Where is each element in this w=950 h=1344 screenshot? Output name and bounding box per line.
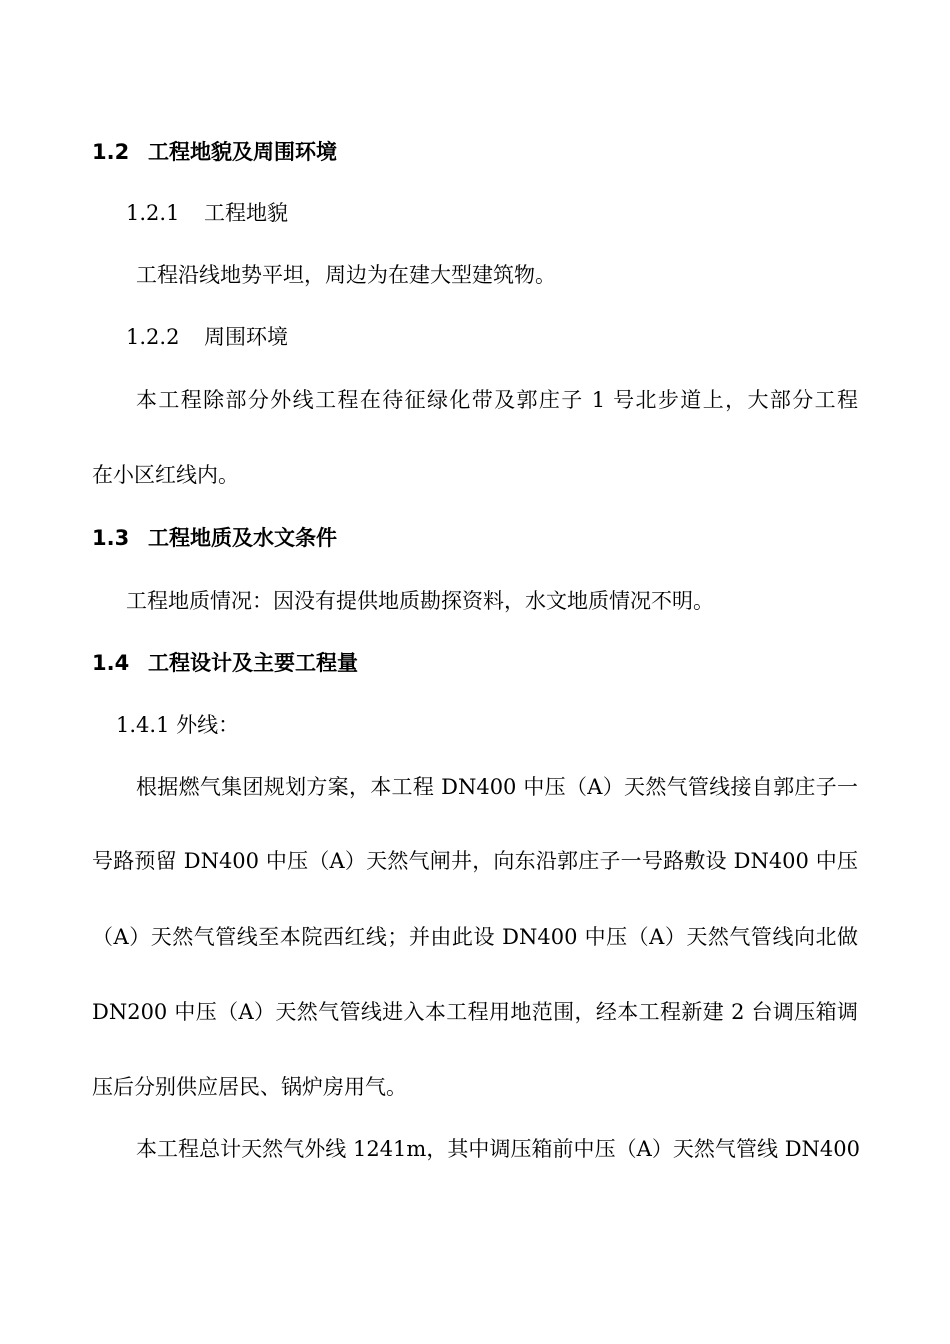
paragraph-terrain: 工程沿线地势平坦，周边为在建大型建筑物。: [136, 263, 556, 287]
section-title: 工程地质及水文条件: [148, 526, 337, 550]
subsection-heading-1-2-1: [126, 198, 288, 228]
paragraph-external-line-2: 号路预留 DN400 中压（A）天然气闸井，向东沿郭庄子一号路敷设 DN400 中压: [92, 849, 858, 873]
subsection-number: 1.2.1: [126, 201, 180, 225]
section-title: 工程设计及主要工程量: [148, 651, 358, 675]
paragraph-total-line-1: 本工程总计天然气外线 1241m，其中调压箱前中压（A）天然气管线 DN400: [136, 1137, 860, 1161]
paragraph-external-line-1: 根据燃气集团规划方案，本工程 DN400 中压（A）天然气管线接自郭庄子一: [136, 775, 858, 799]
paragraph-environment-line-1: 本工程除部分外线工程在待征绿化带及郭庄子 1 号北步道上，大部分工程: [136, 388, 858, 412]
section-number: 1.3: [92, 526, 130, 550]
paragraph-external-line-4: DN200 中压（A）天然气管线进入本工程用地范围，经本工程新建 2 台调压箱调: [92, 1000, 858, 1024]
paragraph-external-line-5: 压后分别供应居民、锅炉房用气。: [92, 1075, 407, 1099]
section-heading-1-2: [92, 137, 337, 167]
paragraph-geology: 工程地质情况：因没有提供地质勘探资料，水文地质情况不明。: [126, 589, 714, 613]
paragraph-environment-line-2: 在小区红线内。: [92, 463, 239, 487]
subsection-title: 周围环境: [204, 325, 288, 349]
section-heading-1-3: [92, 523, 337, 553]
section-number: 1.2: [92, 140, 130, 164]
section-title: 工程地貌及周围环境: [148, 140, 337, 164]
section-heading-1-4: [92, 648, 358, 678]
subsection-title: 工程地貌: [204, 201, 288, 225]
paragraph-external-line-3: （A）天然气管线至本院西红线；并由此设 DN400 中压（A）天然气管线向北做: [92, 925, 858, 949]
subsection-label-1-4-1: 1.4.1 外线：: [116, 713, 240, 737]
subsection-heading-1-2-2: [126, 322, 288, 352]
subsection-number: 1.2.2: [126, 325, 180, 349]
section-number: 1.4: [92, 651, 130, 675]
